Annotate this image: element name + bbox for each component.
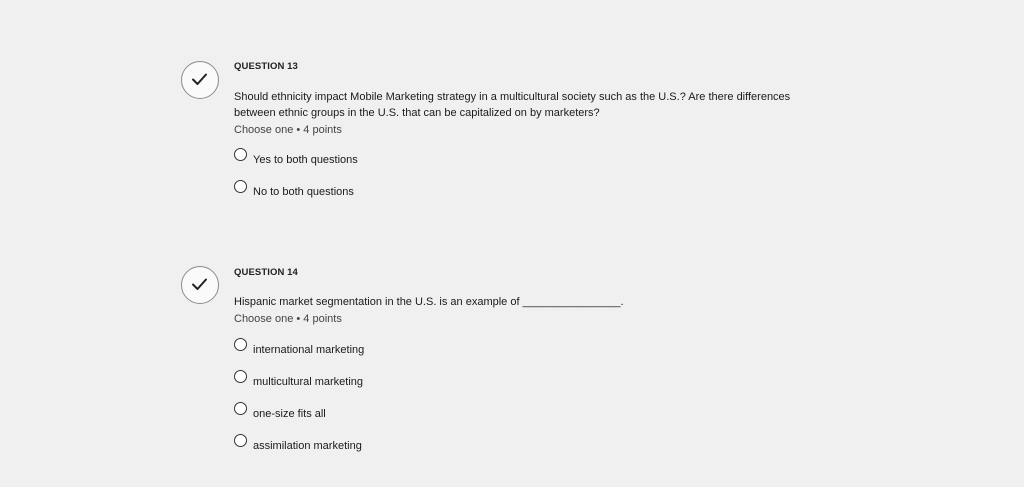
answer-option-label: assimilation marketing [253, 440, 362, 452]
question-meta: Choose one • 4 points [234, 124, 342, 136]
question-text: Should ethnicity impact Mobile Marketing strategy in a multicultural society such as the U.S.? Are there differences between ethnic groups in the U.S. that can be capitalized on by marketers? [234, 91, 791, 119]
question-number: QUESTION 13 [234, 61, 298, 72]
question-meta: Choose one • 4 points [234, 313, 342, 325]
question-number: QUESTION 14 [234, 267, 298, 278]
answer-option-label: international marketing [253, 344, 365, 356]
answered-checkmark-icon [181, 266, 219, 304]
answer-option-label: Yes to both questions [253, 154, 358, 166]
radio-button[interactable] [234, 180, 247, 193]
radio-button[interactable] [234, 402, 247, 415]
answered-checkmark-icon [181, 61, 219, 99]
answer-option-label: No to both questions [253, 186, 354, 198]
question-text: Hispanic market segmentation in the U.S. is an example of ________________. [234, 296, 624, 308]
answer-option-label: one-size fits all [253, 408, 326, 420]
radio-button[interactable] [234, 148, 247, 161]
radio-button[interactable] [234, 434, 247, 447]
radio-button[interactable] [234, 338, 247, 351]
radio-button[interactable] [234, 370, 247, 383]
answer-option-label: multicultural marketing [253, 376, 364, 388]
